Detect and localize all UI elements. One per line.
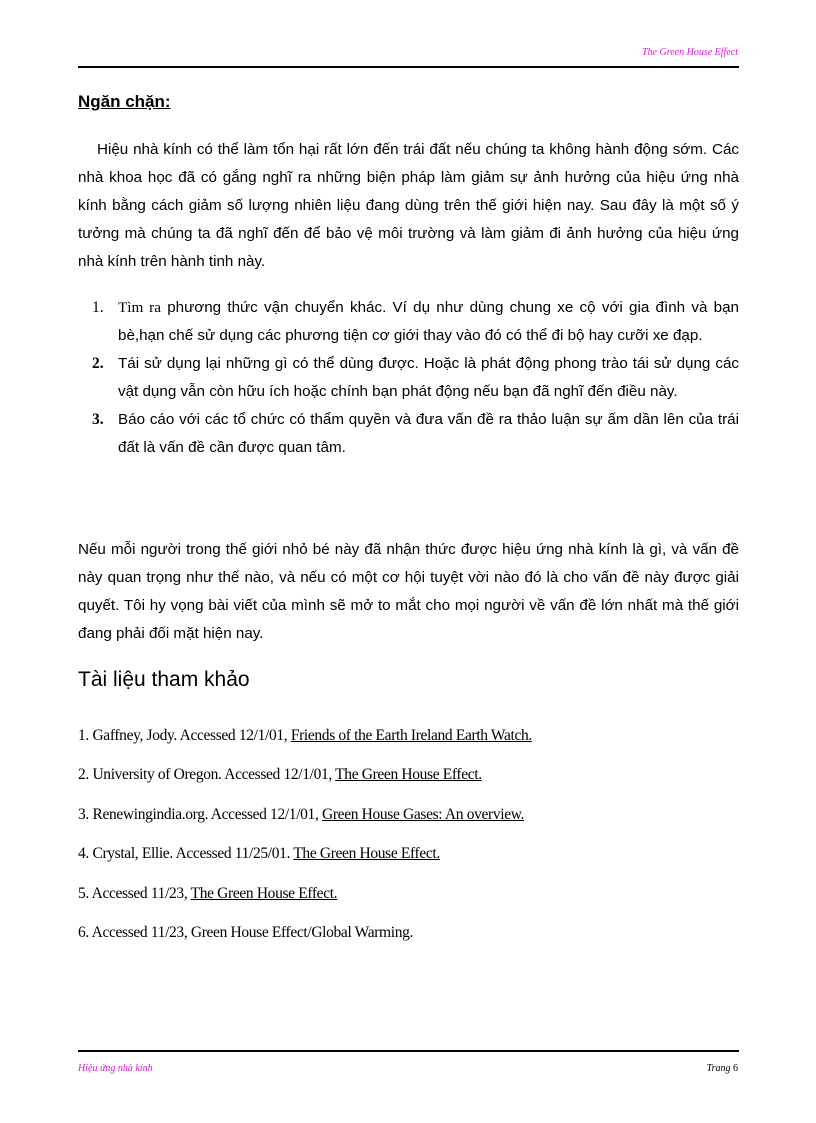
step-text: phương thức vận chuyển khác. Ví dụ như dùng chung xe cộ với gia đình và bạn bè,hạn chế sử dụng các phương tiện cơ giới thay vào đó có thể đi bộ hay cưỡi xe đạp. bbox=[118, 299, 739, 344]
step-number: 1. bbox=[92, 299, 104, 316]
reference-item bbox=[78, 722, 739, 761]
step-item bbox=[92, 406, 739, 462]
references-title: Tài liệu tham khảo bbox=[78, 668, 250, 691]
reference-link[interactable]: The Green House Effect. bbox=[293, 845, 440, 863]
reference-item bbox=[78, 840, 739, 879]
step-item bbox=[92, 294, 739, 350]
page-header-title: The Green House Effect bbox=[642, 47, 738, 58]
step-number: 3. bbox=[92, 411, 104, 428]
reference-link[interactable]: The Green House Effect. bbox=[335, 766, 482, 784]
page-number-value: 6 bbox=[733, 1063, 738, 1074]
footer-title: Hiệu ứng nhà kính bbox=[78, 1063, 153, 1074]
step-lead-text: Tìm ra bbox=[118, 299, 161, 316]
reference-item bbox=[78, 880, 739, 919]
reference-text: 6. Accessed 11/23, Green House Effect/Global Warming. bbox=[78, 923, 414, 941]
references-list bbox=[78, 722, 739, 958]
conclusion-paragraph: Nếu mỗi người trong thế giới nhỏ bé này đã nhận thức được hiệu ứng nhà kính là gì, và vấn đề này quan trọng như thế nào, và nếu có một cơ hội tuyệt vời nào đó là cho vấn đề này được giải quyết. Tôi hy vọng bài viết của mình sẽ mở to mắt cho mọi người về vấn đề lớn nhất mà thế giới đang phải đối mặt hiện nay. bbox=[78, 541, 739, 642]
reference-link[interactable]: Green House Gases: An overview. bbox=[322, 805, 525, 823]
reference-text: 3. Renewingindia.org. Accessed 12/1/01, bbox=[78, 805, 323, 823]
reference-text: 4. Crystal, Ellie. Accessed 11/25/01. bbox=[78, 845, 294, 863]
intro-paragraph: Hiệu nhà kính có thể làm tổn hại rất lớn đến trái đất nếu chúng ta không hành động sớm. Các nhà khoa học đã có gắng nghĩ ra những biện pháp làm giảm sự ảnh hưởng của hiệu ứng nhà kính bằng cách giảm số lượng nhiên liệu đang dùng trên thế giới hiện nay. Sau đây là một số ý tưởng mà chúng ta đã nghĩ đến để bảo vệ môi trường và làm giảm đi ảnh hưởng của hiệu ứng nhà kính trên hành tinh này. bbox=[78, 141, 739, 270]
prevention-steps-list bbox=[92, 294, 739, 462]
step-text: Báo cáo với các tổ chức có thẩm quyền và đưa vấn đề ra thảo luận sự ấm dần lên của trái đất là vấn đề cần được quan tâm. bbox=[118, 411, 739, 456]
section-heading: Ngăn chặn: bbox=[78, 92, 171, 111]
reference-item bbox=[78, 761, 739, 800]
reference-item bbox=[78, 919, 739, 958]
step-number: 2. bbox=[92, 355, 104, 372]
reference-text: 1. Gaffney, Jody. Accessed 12/1/01, bbox=[78, 727, 291, 744]
reference-link[interactable]: The Green House Effect. bbox=[190, 884, 338, 902]
page-number-label: Trang bbox=[706, 1063, 731, 1074]
step-text: Tái sử dụng lại những gì có thể dùng được. Hoặc là phát động phong trào tái sử dụng các vật dụng vẫn còn hữu ích hoặc chính bạn phát động nếu bạn đã nghĩ đến điều này. bbox=[118, 355, 739, 400]
footer-divider bbox=[78, 1050, 739, 1052]
reference-text: 5. Accessed 11/23, bbox=[78, 884, 191, 902]
reference-item bbox=[78, 801, 739, 840]
reference-link[interactable]: Friends of the Earth Ireland Earth Watch. bbox=[290, 727, 532, 744]
reference-text: 2. University of Oregon. Accessed 12/1/01, bbox=[78, 766, 336, 784]
step-item bbox=[92, 350, 739, 406]
header-divider bbox=[78, 66, 739, 68]
page-number bbox=[707, 1063, 738, 1074]
